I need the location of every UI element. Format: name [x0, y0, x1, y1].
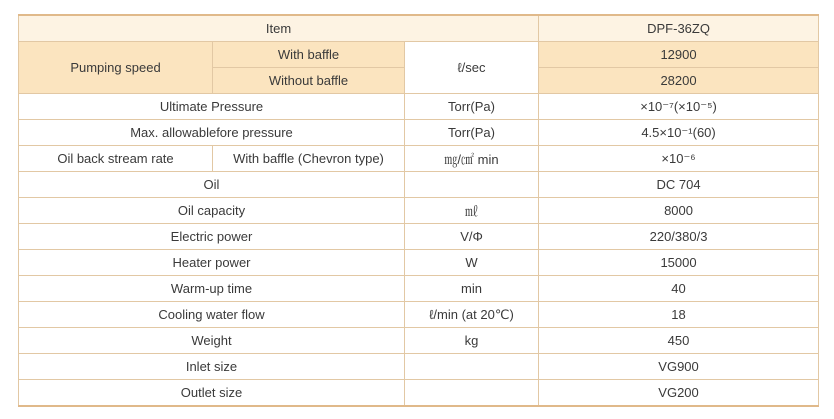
- row-item: Inlet size: [19, 354, 405, 380]
- row-item: Oil back stream rate: [19, 146, 213, 172]
- pumping-speed-label: Pumping speed: [19, 42, 213, 94]
- row-value: 8000: [539, 198, 819, 224]
- row-item: Electric power: [19, 224, 405, 250]
- row-item: Weight: [19, 328, 405, 354]
- row-item: Oil: [19, 172, 405, 198]
- without-baffle-value: 28200: [539, 68, 819, 94]
- row-item: Max. allowablefore pressure: [19, 120, 405, 146]
- row-value: 15000: [539, 250, 819, 276]
- row-item: Warm-up time: [19, 276, 405, 302]
- table-row: [19, 328, 819, 354]
- table-row: [19, 380, 819, 407]
- with-baffle-label: With baffle: [213, 42, 405, 68]
- row-item: Ultimate Pressure: [19, 94, 405, 120]
- with-baffle-value: 12900: [539, 42, 819, 68]
- table-row: [19, 354, 819, 380]
- table-row: [19, 42, 819, 68]
- row-unit: W: [405, 250, 539, 276]
- row-item: Heater power: [19, 250, 405, 276]
- row-unit: ℓ/min (at 20℃): [405, 302, 539, 328]
- table-row: [19, 198, 819, 224]
- model-column-header: DPF-36ZQ: [539, 15, 819, 42]
- row-item: Oil capacity: [19, 198, 405, 224]
- row-unit: Torr(Pa): [405, 94, 539, 120]
- without-baffle-label: Without baffle: [213, 68, 405, 94]
- table-row: [19, 146, 819, 172]
- table-row: [19, 250, 819, 276]
- row-value: ×10⁻⁷(×10⁻⁵): [539, 94, 819, 120]
- row-value: DC 704: [539, 172, 819, 198]
- row-unit: V/Φ: [405, 224, 539, 250]
- row-value: 450: [539, 328, 819, 354]
- row-subitem: With baffle (Chevron type): [213, 146, 405, 172]
- row-value: 220/380/3: [539, 224, 819, 250]
- row-unit: ㎎/㎠ min: [405, 146, 539, 172]
- table-row: [19, 172, 819, 198]
- row-unit: min: [405, 276, 539, 302]
- row-value: ×10⁻⁶: [539, 146, 819, 172]
- row-value: VG900: [539, 354, 819, 380]
- row-value: 40: [539, 276, 819, 302]
- table-row: [19, 94, 819, 120]
- pumping-speed-unit: ℓ/sec: [405, 42, 539, 94]
- row-unit: ㎖: [405, 198, 539, 224]
- row-unit: [405, 354, 539, 380]
- row-unit: [405, 172, 539, 198]
- row-value: 18: [539, 302, 819, 328]
- item-column-header: Item: [19, 15, 539, 42]
- row-unit: Torr(Pa): [405, 120, 539, 146]
- row-item: Cooling water flow: [19, 302, 405, 328]
- table-row: [19, 224, 819, 250]
- row-value: VG200: [539, 380, 819, 407]
- table-header-row: [19, 15, 819, 42]
- row-value: 4.5×10⁻¹(60): [539, 120, 819, 146]
- spec-sheet: [18, 14, 818, 407]
- row-unit: [405, 380, 539, 407]
- table-row: [19, 302, 819, 328]
- row-item: Outlet size: [19, 380, 405, 407]
- table-row: [19, 276, 819, 302]
- row-unit: kg: [405, 328, 539, 354]
- spec-table: [18, 14, 819, 407]
- table-row: [19, 120, 819, 146]
